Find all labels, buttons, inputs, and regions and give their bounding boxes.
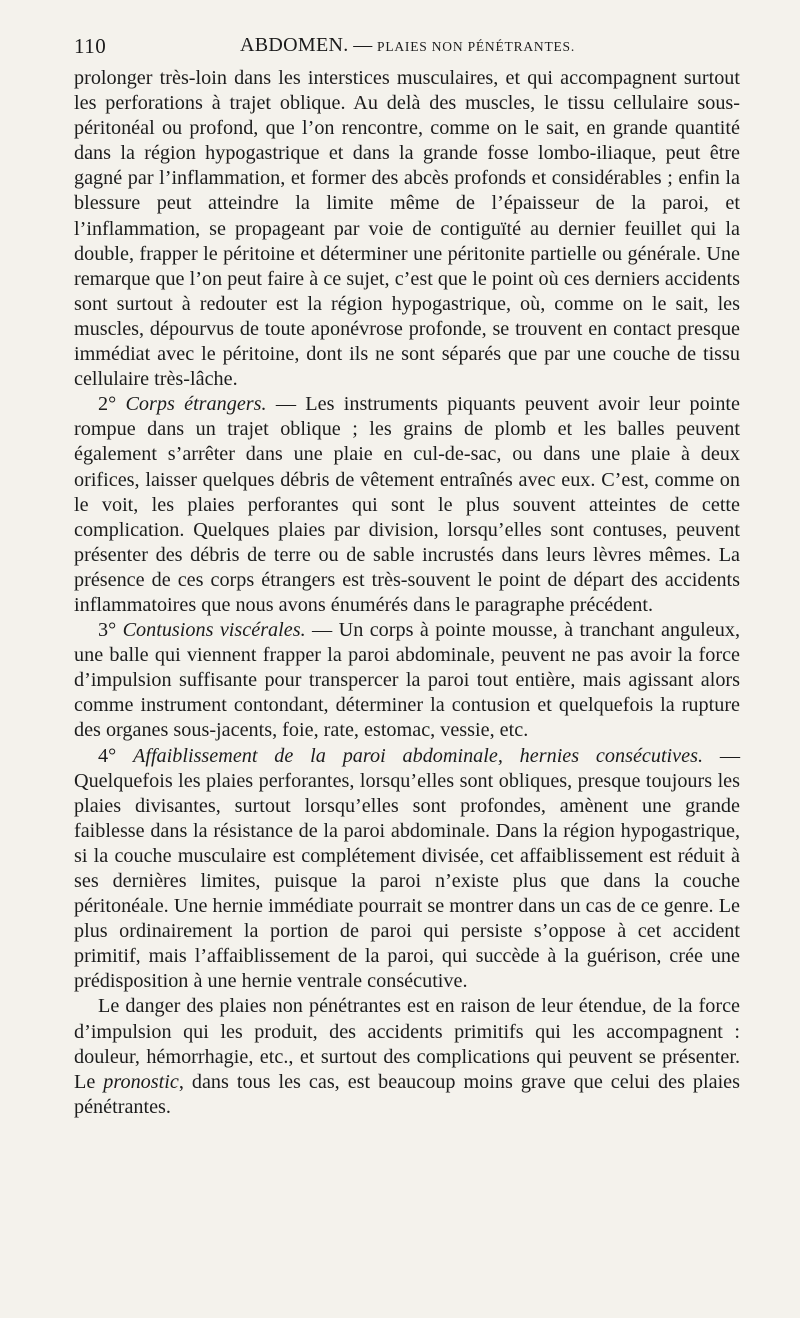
page-number: 110 [74,34,107,58]
running-title-main: ABDOMEN. [240,34,349,56]
paragraph-contusions [74,618,740,743]
paragraph-text: Le danger des plaies non pénétrantes est en raison de leur étendue, de la force d’impulsion qui les produit, des accidents primitifs qui les accompagnent : douleur, hémorrhagie, etc., et surtout des complications qui peuvent se présenter. Le [74,995,740,1093]
section-number: 2° [98,393,117,416]
running-title [240,34,575,57]
paragraph-text: — Un corps à pointe mousse, à tranchant anguleux, une balle qui viennent frapper la paroi abdominale, peuvent ne pas avoir la force d’impulsion suffisante pour transpercer la paroi tout entière, mais agissant alors comme instrument contondant, déterminer la contusion et quelquefois la rupture des organes sous-jacents, foie, rate, estomac, vessie, etc. [74,619,740,742]
section-number: 3° [98,619,117,642]
section-title: Affaiblissement de la paroi abdominale, hernies consécutives. [133,744,703,767]
section-title: Contusions viscérales. [122,619,306,642]
body-text [74,66,740,1120]
running-title-dash: — [353,35,373,56]
paragraph-continuation: prolonger très-loin dans les interstices musculaires, et qui accompagnent surtout les perforations à trajet oblique. Au delà des muscles, le tissu cellulaire sous-péritonéal ou profond, que l’on rencontre, comme on le sait, en grande quantité dans la région hypogastrique et dans la grande fosse lombo-iliaque, peut être gagné par l’inflammation, et former des abcès profonds et considérables ; enfin la blessure peut atteindre la limite même de l’épaisseur de la paroi, et l’inflammation, se propageant par voie de contiguïté au dernier feuillet qui la double, frapper le péritoine et déterminer une péritonite partielle ou générale. Une remarque que l’on peut faire à ce sujet, c’est que le point où ces derniers accidents sont surtout à redouter est la région hypogastrique, où, comme on le sait, les muscles, dépourvus de toute aponévrose profonde, se trouvent en contact presque immédiat avec le péritoine, dont ils ne sont séparés que par une couche de tissu cellulaire très-lâche. [74,67,740,391]
emphasis-pronostic: pronostic [103,1070,179,1093]
paragraph-danger [74,994,740,1119]
paragraph-text: , dans tous les cas, est beaucoup moins grave que celui des plaies pénétrantes. [74,1070,740,1118]
paragraph-text: — Quelquefois les plaies perforantes, lorsqu’elles sont obliques, presque toujours les plaies divisantes, surtout lorsqu’elles sont profondes, amènent une grande faiblesse dans la résistance de la paroi abdominale. Dans la région hypogastrique, si la couche musculaire est complétement divisée, cet affaiblissement est réduit à ses dernières limites, puisque la paroi n’existe plus que dans la couche péritonéale. Une hernie immédiate pourrait se montrer dans un cas de ce genre. Le plus ordinairement la portion de paroi qui persiste s’oppose à cet accident primitif, mais l’affaiblissement de la paroi, qui succède à la guérison, crée une prédisposition à une hernie ventrale consécutive. [74,744,741,993]
paragraph-corps-etrangers [74,392,740,618]
section-title: Corps étrangers. [125,393,267,416]
running-title-sub: PLAIES NON PÉNÉTRANTES. [377,39,576,54]
paragraph-text: — Les instruments piquants peuvent avoir leur pointe rompue dans un trajet oblique ; les grains de plomb et les balles peuvent également s’arrêter dans une plaie en cul-de-sac, ou dans une plaie à deux orifices, laisser quelques débris de vêtement entraînés avec eux. C’est, comme on le voit, les plaies perforantes qui sont le plus souvent atteintes de cette complication. Quelques plaies par division, lorsqu’elles sont contuses, peuvent présenter des débris de terre ou de sable incrustés dans leurs lèvres mêmes. La présence de ces corps étrangers est très-souvent le point de départ des accidents inflammatoires que nous avons énumérés dans le paragraphe précédent. [74,393,740,616]
paragraph-affaiblissement [74,744,740,995]
running-header [74,34,742,60]
section-number: 4° [98,744,117,767]
